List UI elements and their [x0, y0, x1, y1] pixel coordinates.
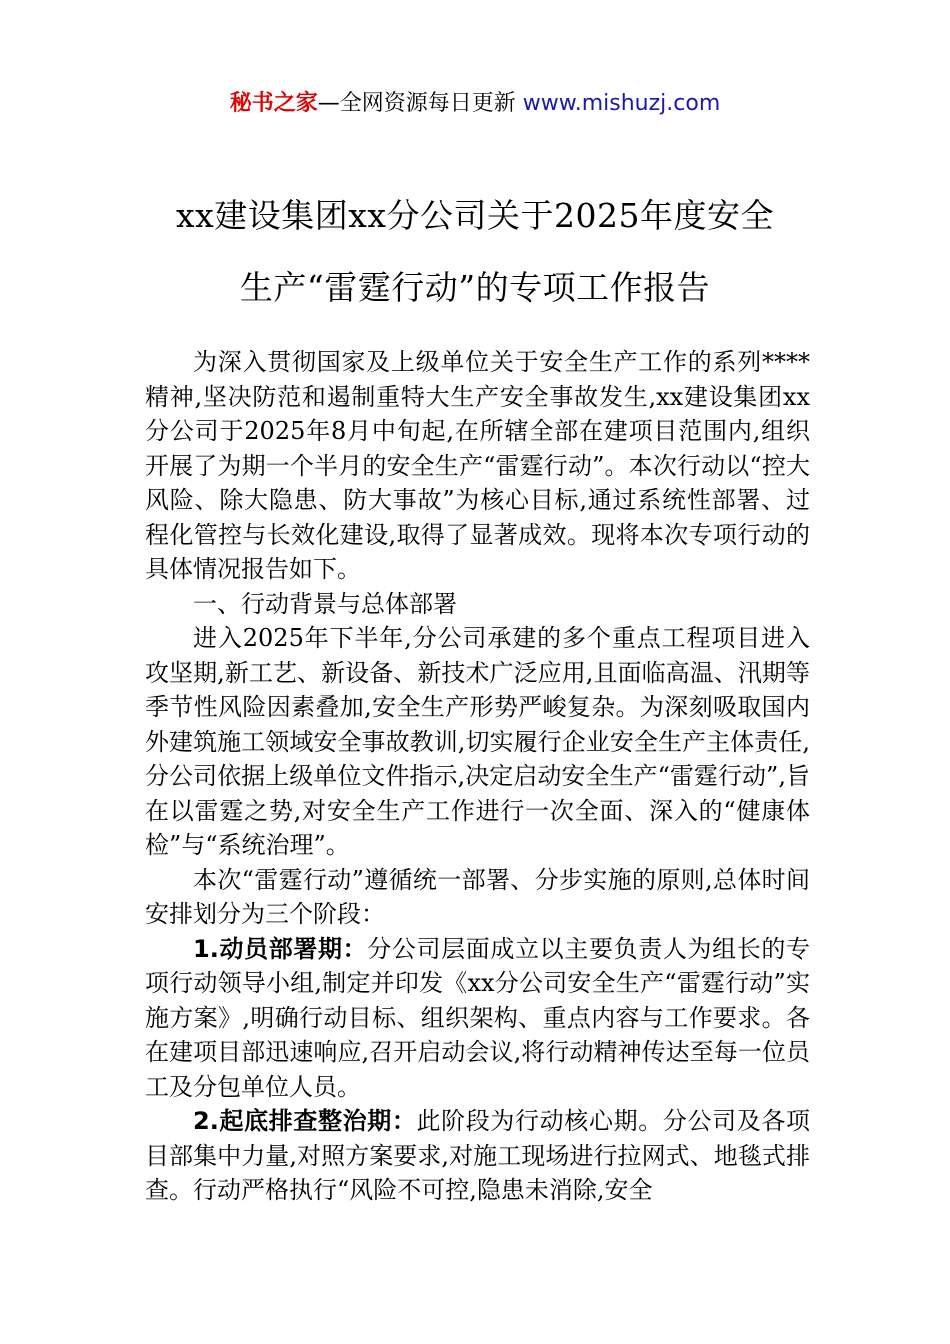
- paragraph-phase-2: [145, 1104, 810, 1208]
- paragraph-background: 进入2025年下半年,分公司承建的多个重点工程项目进入攻坚期,新工艺、新设备、新技术广泛应用,且面临高温、汛期等季节性风险因素叠加,安全生产形势严峻复杂。为深刻吸取国内外建筑施工领域安全事故教训,切实履行企业安全生产主体责任,分公司依据上级单位文件指示,决定启动安全生产“雷霆行动”,旨在以雷霆之势,对安全生产工作进行一次全面、深入的“健康体检”与“系统治理”。: [145, 624, 810, 859]
- paragraph-intro: 为深入贯彻国家及上级单位关于安全生产工作的系列****精神,坚决防范和遏制重特大生产安全事故发生,xx建设集团xx分公司于2025年8月中旬起,在所辖全部在建项目范围内,组织开展了为期一个半月的安全生产“雷霆行动”。本次行动以“控大风险、除大隐患、防大事故”为核心目标,通过系统性部署、过程化管控与长效化建设,取得了显著成效。现将本次专项行动的具体情况报告如下。: [145, 348, 810, 583]
- phase-2-text: 此阶段为行动核心期。分公司及各项目部集中力量,对照方案要求,对施工现场进行拉网式、地毯式排查。行动严格执行“风险不可控,隐患未消除,安全: [145, 1107, 810, 1204]
- document-body: [145, 345, 810, 1208]
- document-title: [120, 180, 830, 324]
- title-line-1: xx建设集团xx分公司关于2025年度安全: [176, 196, 774, 235]
- phase-1-text: 分公司层面成立以主要负责人为组长的专项行动领导小组,制定并印发《xx分公司安全生产“雷霆行动”实施方案》,明确行动目标、组织架构、重点内容与工作要求。各在建项目部迅速响应,召开启动会议,将行动精神传达至每一位员工及分包单位人员。: [145, 934, 810, 1101]
- title-line-2: 生产“雷霆行动”的专项工作报告: [239, 268, 711, 307]
- phase-2-lead: 2.起底排查整治期：: [193, 1107, 417, 1135]
- site-header: [0, 88, 950, 120]
- section-heading-1: 一、行动背景与总体部署: [193, 589, 457, 618]
- header-tagline: —全网资源每日更新: [317, 91, 516, 116]
- paragraph-phase-1: [145, 932, 810, 1105]
- site-url-link[interactable]: www.mishuzj.com: [522, 91, 721, 116]
- brand-name: 秘书之家: [229, 91, 318, 116]
- paragraph-phases: 本次“雷霆行动”遵循统一部署、分步实施的原则,总体时间安排划分为三个阶段：: [145, 865, 810, 928]
- phase-1-lead: 1.动员部署期：: [193, 934, 368, 963]
